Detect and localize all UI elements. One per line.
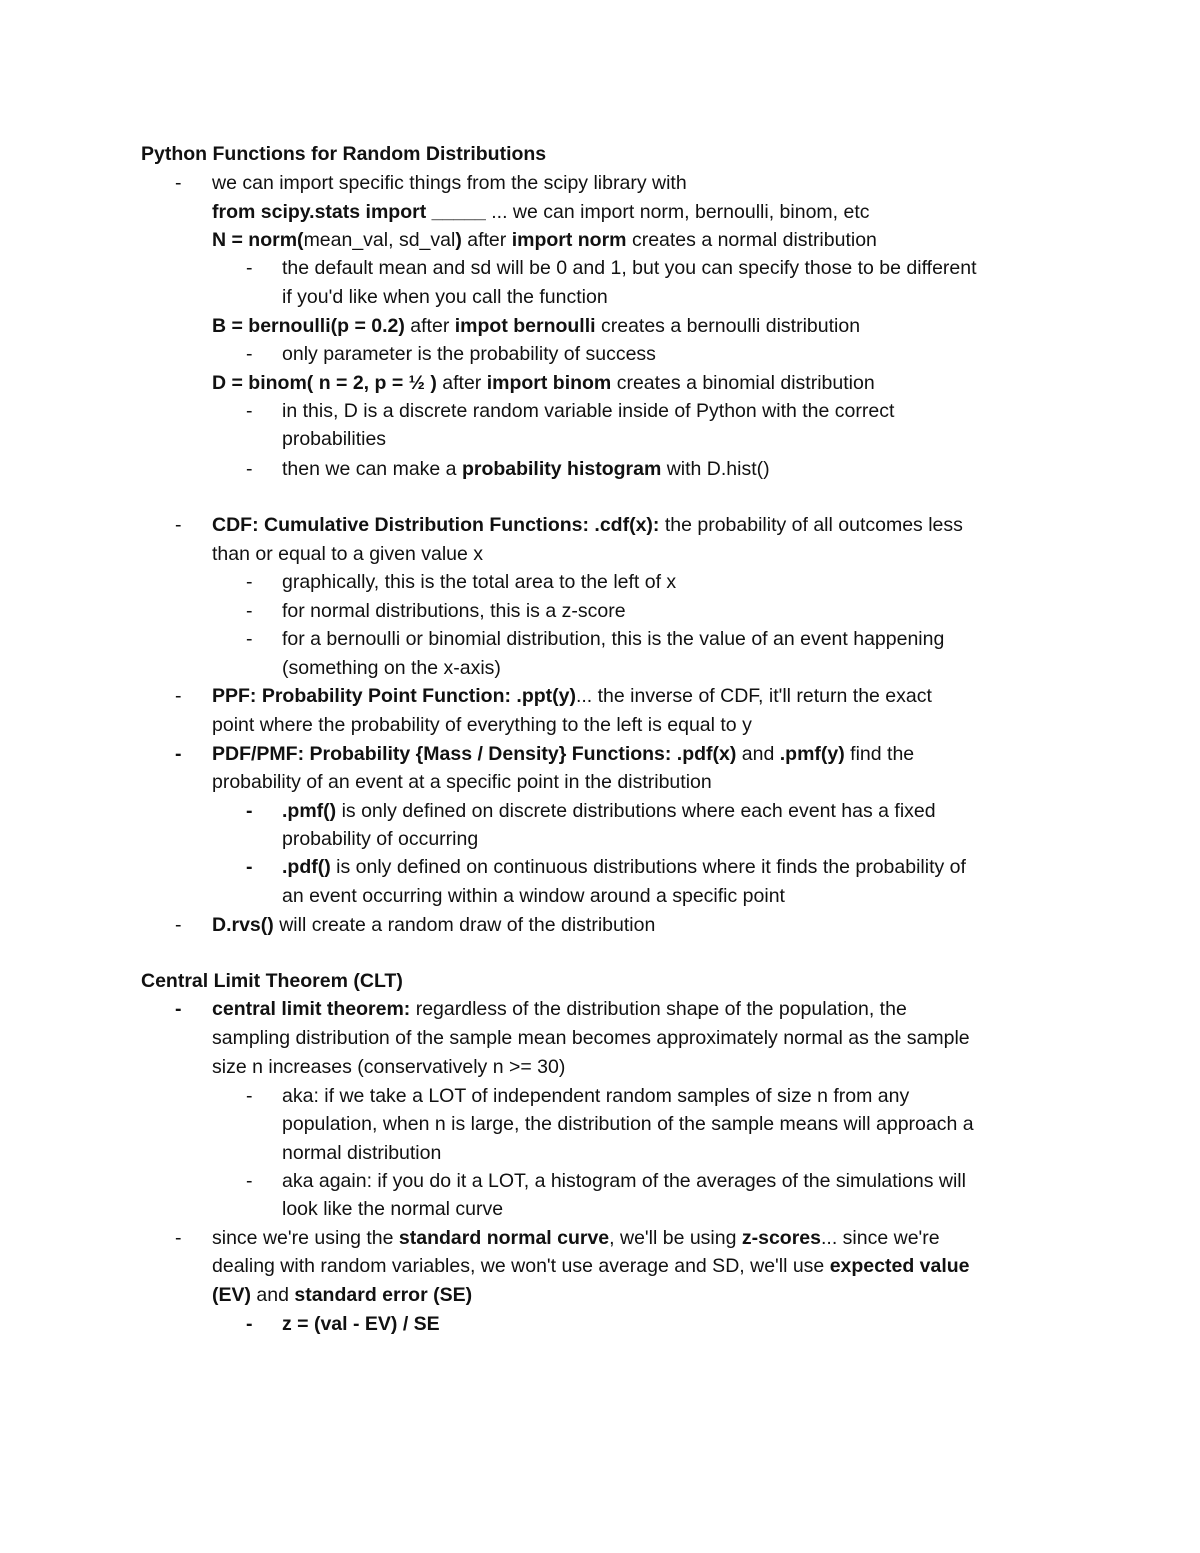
bullet-dash: - — [175, 914, 182, 936]
bullet-dash: - — [246, 1085, 253, 1107]
bold-term: central limit theorem: — [212, 998, 411, 1020]
text-line: dealing with random variables, we won't use average and SD, we'll use expected value — [212, 1255, 970, 1277]
bold-term: probability histogram — [461, 458, 662, 480]
bullet-dash: - — [246, 628, 253, 650]
text-line: an event occurring within a window around a specific point — [282, 885, 785, 907]
bold-term: from scipy.stats import _____ — [212, 201, 486, 223]
bold-term: .pmf() — [282, 800, 337, 822]
text-line: since we're using the standard normal curve, we'll be using z-scores... since we're — [212, 1227, 940, 1249]
text-line: size n increases (conservatively n >= 30) — [212, 1056, 566, 1078]
bold-term: impot bernoulli — [454, 315, 596, 337]
bold-term: CDF: Cumulative Distribution Functions: .cdf(x): — [212, 514, 660, 536]
section-heading-clt: Central Limit Theorem (CLT) — [141, 970, 403, 992]
bold-term: standard error (SE) — [294, 1284, 473, 1306]
text-line: (something on the x-axis) — [282, 657, 501, 679]
bold-term: z = (val - EV) / SE — [282, 1313, 440, 1335]
bold-term: .pdf() — [282, 856, 331, 878]
text-line: PPF: Probability Point Function: .ppt(y)... the inverse of CDF, it'll return the exact — [212, 685, 932, 707]
bold-term: z-scores — [741, 1227, 821, 1249]
text-line: point where the probability of everything to the left is equal to y — [212, 714, 752, 736]
text-line: central limit theorem: regardless of the distribution shape of the population, the — [212, 998, 907, 1020]
text-line: CDF: Cumulative Distribution Functions: .cdf(x): the probability of all outcomes less — [212, 514, 963, 536]
text-line: for a bernoulli or binomial distribution, this is the value of an event happening — [282, 628, 945, 650]
text-line: N = norm(mean_val, sd_val) after import norm creates a normal distribution — [212, 229, 877, 251]
text-line: (EV) and standard error (SE) — [212, 1284, 473, 1306]
text-line: population, when n is large, the distribution of the sample means will approach a — [282, 1113, 974, 1135]
bullet-dash: - — [246, 800, 253, 822]
text-line: sampling distribution of the sample mean becomes approximately normal as the sample — [212, 1027, 970, 1049]
text-line: D.rvs() will create a random draw of the distribution — [212, 914, 656, 936]
bullet-dash: - — [175, 1227, 182, 1249]
text-line: in this, D is a discrete random variable inside of Python with the correct — [282, 400, 895, 422]
text-line: then we can make a probability histogram with D.hist() — [282, 458, 770, 480]
bullet-dash: - — [175, 514, 182, 536]
text-line: than or equal to a given value x — [212, 543, 484, 565]
text-line: for normal distributions, this is a z-score — [282, 600, 626, 622]
bold-term: ) — [455, 229, 462, 251]
text-line: aka again: if you do it a LOT, a histogram of the averages of the simulations will — [282, 1170, 966, 1192]
bold-term: import binom — [486, 372, 612, 394]
text-line: if you'd like when you call the function — [282, 286, 608, 308]
text-line: look like the normal curve — [282, 1198, 504, 1220]
text-line: probabilities — [282, 428, 387, 450]
bold-term: B = bernoulli(p = 0.2) — [212, 315, 405, 337]
section-heading-distributions: Python Functions for Random Distributions — [141, 143, 547, 165]
text-line: probability of occurring — [282, 828, 479, 850]
bullet-dash: - — [246, 1170, 253, 1192]
bullet-dash: - — [246, 571, 253, 593]
bold-term: expected value — [829, 1255, 970, 1277]
text-line: graphically, this is the total area to the left of x — [282, 571, 677, 593]
bullet-dash: - — [246, 1313, 253, 1335]
text-line: only parameter is the probability of success — [282, 343, 656, 365]
bold-term: PPF: Probability Point Function: .ppt(y) — [212, 685, 576, 707]
text-line: PDF/PMF: Probability {Mass / Density} Functions: .pdf(x) and .pmf(y) find the — [212, 743, 915, 765]
bullet-dash: - — [246, 600, 253, 622]
text-line: B = bernoulli(p = 0.2) after impot bernoulli creates a bernoulli distribution — [212, 315, 861, 337]
text-line: we can import specific things from the scipy library with — [212, 172, 687, 194]
bullet-dash: - — [175, 172, 182, 194]
text-line: probability of an event at a specific point in the distribution — [212, 771, 712, 793]
text-line: .pdf() is only defined on continuous distributions where it finds the probability of — [282, 856, 966, 878]
bullet-dash: - — [175, 998, 182, 1020]
text-line: from scipy.stats import _____ ... we can import norm, bernoulli, binom, etc — [212, 201, 870, 223]
text-line: aka: if we take a LOT of independent random samples of size n from any — [282, 1085, 910, 1107]
bullet-dash: - — [175, 685, 182, 707]
bold-term: PDF/PMF: Probability {Mass / Density} Functions: .pdf(x) — [212, 743, 737, 765]
bold-term: D.rvs() — [212, 914, 274, 936]
bold-term: .pmf(y) — [779, 743, 845, 765]
text-line — [282, 1310, 440, 1338]
bold-term: D = binom( n = 2, p = ½ ) — [212, 372, 437, 394]
bullet-dash: - — [246, 343, 253, 365]
text-line: normal distribution — [282, 1142, 442, 1164]
bold-term: N = norm( — [212, 229, 304, 251]
bullet-dash: - — [175, 743, 182, 765]
text-line: D = binom( n = 2, p = ½ ) after import binom creates a binomial distribution — [212, 372, 875, 394]
bullet-dash: - — [246, 458, 253, 480]
text-line: the default mean and sd will be 0 and 1, but you can specify those to be different — [282, 257, 977, 279]
text-line: .pmf() is only defined on discrete distributions where each event has a fixed — [282, 800, 936, 822]
bullet-dash: - — [246, 856, 253, 878]
bold-term: standard normal curve — [398, 1227, 610, 1249]
bullet-dash: - — [246, 400, 253, 422]
bold-term: import norm — [511, 229, 627, 251]
bullet-dash: - — [246, 257, 253, 279]
bold-term: (EV) — [212, 1284, 251, 1306]
